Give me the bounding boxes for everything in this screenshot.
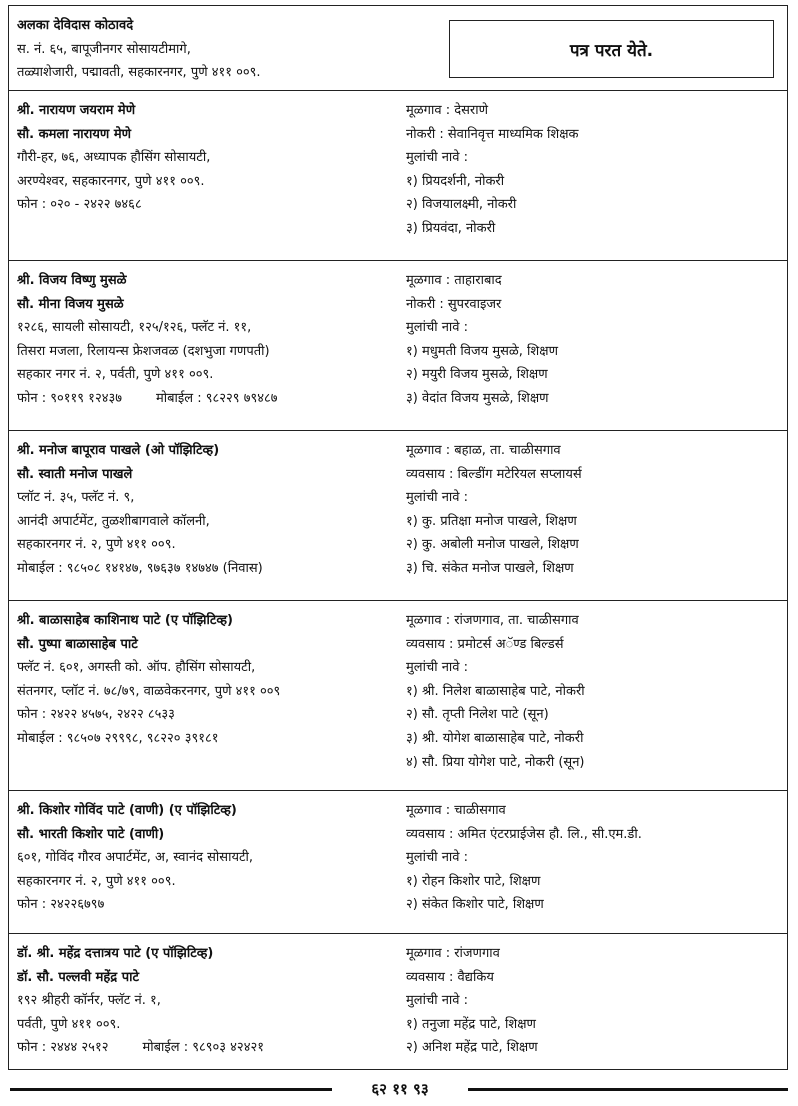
- member-details: [406, 269, 781, 411]
- child-item: १) श्री. निलेश बाळासाहेब पाटे, नोकरी: [406, 683, 585, 699]
- address-line: आनंदी अपार्टमेंट, तुळशीबागवाले कॉलनी,: [17, 513, 210, 529]
- occupation: व्यवसाय : अमित एंटरप्राईजेस हौ. लि., सी.एम.डी.: [406, 826, 642, 842]
- wife-name: सौ. पुष्पा बाळासाहेब पाटे: [17, 636, 138, 652]
- address-line: १२८६, सायली सोसायटी, १२५/१२६, फ्लॅट नं. ११,: [17, 320, 252, 336]
- children-heading: मुलांची नावे :: [406, 320, 469, 336]
- wife-name: सौ. मीना विजय मुसळे: [17, 296, 124, 312]
- mobile-number: मोबाईल : ९८९०३ ४२४२१: [142, 1040, 264, 1056]
- husband-name: श्री. विजय विष्णु मुसळे: [17, 273, 127, 288]
- phone-number: फोन : ९०११९ १२४३७: [17, 390, 122, 406]
- native-place: मूळगाव : रांजणगाव, ता. चाळीसगाव: [406, 613, 579, 628]
- address-line: फ्लॅट नं. ६०१, अगस्ती को. ऑप. हौसिंग सोसायटी,: [17, 660, 256, 676]
- native-place: मूळगाव : चाळीसगाव: [406, 803, 506, 818]
- member-address: [17, 799, 402, 917]
- address-line: तिसरा मजला, रिलायन्स फ्रेशजवळ (दशभुजा गणपती): [17, 343, 270, 359]
- address-line: सहकारनगर नं. २, पुणे ४११ ००९.: [17, 537, 176, 553]
- member-entry: [8, 261, 788, 431]
- native-place: मूळगाव : रांजणगाव: [406, 946, 500, 961]
- child-item: २) सौ. तृप्ती निलेश पाटे (सून): [406, 707, 549, 723]
- mobile-line: मोबाईल : ९८५०८ १४१४७, ९७६३७ १४७४७ (निवास): [17, 560, 263, 576]
- husband-name: श्री. नारायण जयराम मेणे: [17, 103, 136, 118]
- occupation: व्यवसाय : प्रमोटर्स अॅण्ड बिल्डर्स: [406, 636, 564, 652]
- footer-rule-right: [468, 1088, 788, 1091]
- member-details: [406, 439, 781, 581]
- children-heading: मुलांची नावे :: [406, 850, 469, 866]
- member-details: [406, 609, 781, 774]
- address-line: प्लॉट नं. ३५, फ्लॅट नं. ९,: [17, 490, 135, 506]
- footer-rule-left: [10, 1088, 332, 1091]
- member-address: [17, 609, 402, 751]
- child-item: ३) प्रियवंदा, नोकरी: [406, 220, 496, 236]
- address-line: संतनगर, प्लॉट नं. ७८/७९, वाळवेकरनगर, पुणे ४११ ००९: [17, 683, 281, 699]
- mobile-line: मोबाईल : ९८५०७ २९९९८, ९८२२० ३९१८१: [17, 730, 219, 746]
- child-item: १) रोहन किशोर पाटे, शिक्षण: [406, 873, 541, 889]
- husband-name: श्री. किशोर गोविंद पाटे (वाणी) (ए पॉझिटिव्ह): [17, 803, 237, 818]
- address-line: सहकारनगर नं. २, पुणे ४११ ००९.: [17, 873, 176, 889]
- header-name: अलका देविदास कोठावदे: [17, 18, 134, 33]
- wife-name: सौ. कमला नारायण मेणे: [17, 126, 131, 142]
- child-item: १) मधुमती विजय मुसळे, शिक्षण: [406, 343, 558, 359]
- address-line: ६०१, गोविंद गौरव अपार्टमेंट, अ, स्वानंद सोसायटी,: [17, 850, 254, 866]
- child-item: २) मयुरी विजय मुसळे, शिक्षण: [406, 367, 548, 383]
- native-place: मूळगाव : ताहाराबाद: [406, 273, 502, 288]
- husband-name: डॉ. श्री. महेंद्र दत्तात्रय पाटे (ए पॉझिटिव्ह): [17, 946, 214, 961]
- header-address-line: तळ्याशेजारी, पद्मावती, सहकारनगर, पुणे ४११ ००९.: [17, 65, 261, 81]
- member-entry: [8, 934, 788, 1070]
- child-item: २) विजयालक्ष्मी, नोकरी: [406, 197, 517, 213]
- child-item: ३) वेदांत विजय मुसळे, शिक्षण: [406, 390, 549, 406]
- husband-name: श्री. बाळासाहेब काशिनाथ पाटे (ए पॉझिटिव्ह): [17, 613, 234, 628]
- children-heading: मुलांची नावे :: [406, 490, 469, 506]
- child-item: ३) श्री. योगेश बाळासाहेब पाटे, नोकरी: [406, 730, 584, 746]
- occupation: नोकरी : सेवानिवृत्त माध्यमिक शिक्षक: [406, 126, 579, 142]
- header-address-line: स. नं. ६५, बापूजीनगर सोसायटीमागे,: [17, 41, 191, 57]
- member-entry: [8, 791, 788, 934]
- address-line: गौरी-हर, ७६, अध्यापक हौसिंग सोसायटी,: [17, 150, 211, 166]
- member-entry: [8, 431, 788, 601]
- member-entry: [8, 601, 788, 791]
- phone-line: [17, 1036, 402, 1060]
- directory-page: [8, 5, 788, 1070]
- address-line: सहकार नगर नं. २, पर्वती, पुणे ४११ ००९.: [17, 367, 214, 383]
- child-item: २) संकेत किशोर पाटे, शिक्षण: [406, 897, 544, 913]
- member-address: [17, 99, 402, 217]
- phone-number: फोन : २४४४ २५१२: [17, 1040, 109, 1056]
- child-item: १) कु. प्रतिक्षा मनोज पाखले, शिक्षण: [406, 513, 577, 529]
- occupation: व्यवसाय : वैद्यकिय: [406, 969, 494, 985]
- member-details: [406, 942, 781, 1060]
- member-address: [17, 942, 402, 1060]
- address-line: पर्वती, पुणे ४११ ००९.: [17, 1016, 121, 1032]
- child-item: १) प्रियदर्शनी, नोकरी: [406, 173, 505, 189]
- header-address: [17, 14, 402, 85]
- member-address: [17, 269, 402, 411]
- children-heading: मुलांची नावे :: [406, 660, 469, 676]
- wife-name: सौ. स्वाती मनोज पाखले: [17, 466, 133, 482]
- child-item: ४) सौ. प्रिया योगेश पाटे, नोकरी (सून): [406, 754, 585, 770]
- child-item: २) अनिश महेंद्र पाटे, शिक्षण: [406, 1040, 538, 1056]
- child-item: २) कु. अबोली मनोज पाखले, शिक्षण: [406, 537, 579, 553]
- native-place: मूळगाव : बहाळ, ता. चाळीसगाव: [406, 443, 561, 458]
- member-entry: [8, 91, 788, 261]
- occupation: व्यवसाय : बिल्डींग मटेरियल सप्लायर्स: [406, 466, 582, 482]
- member-address: [17, 439, 402, 581]
- phone-line: [17, 387, 402, 411]
- phone-line: फोन : ०२० - २४२२ ७४६८: [17, 197, 142, 213]
- header-entry: [8, 5, 788, 91]
- children-heading: मुलांची नावे :: [406, 993, 469, 1009]
- wife-name: सौ. भारती किशोर पाटे (वाणी): [17, 826, 165, 842]
- occupation: नोकरी : सुपरवाइजर: [406, 296, 502, 312]
- wife-name: डॉ. सौ. पल्लवी महेंद्र पाटे: [17, 969, 139, 985]
- member-details: [406, 799, 781, 917]
- husband-name: श्री. मनोज बापूराव पाखले (ओ पॉझिटिव्ह): [17, 443, 220, 458]
- address-line: अरण्येश्वर, सहकारनगर, पुणे ४११ ००९.: [17, 173, 205, 189]
- child-item: १) तनुजा महेंद्र पाटे, शिक्षण: [406, 1016, 536, 1032]
- page-number: ६२ ११ ९३: [371, 1080, 429, 1098]
- phone-line: फोन : २४२२६७९७: [17, 897, 105, 913]
- mobile-number: मोबाईल : ९८२२९ ७९४८७: [155, 390, 278, 406]
- member-details: [406, 99, 781, 241]
- page-footer: [10, 1078, 788, 1100]
- return-notice-box: पत्र परत येते.: [449, 20, 774, 78]
- address-line: १९२ श्रीहरी कॉर्नर, फ्लॅट नं. १,: [17, 993, 161, 1009]
- phone-line: फोन : २४२२ ४५७५, २४२२ ८५३३: [17, 707, 175, 723]
- native-place: मूळगाव : देसराणे: [406, 103, 488, 118]
- child-item: ३) चि. संकेत मनोज पाखले, शिक्षण: [406, 560, 574, 576]
- children-heading: मुलांची नावे :: [406, 150, 469, 166]
